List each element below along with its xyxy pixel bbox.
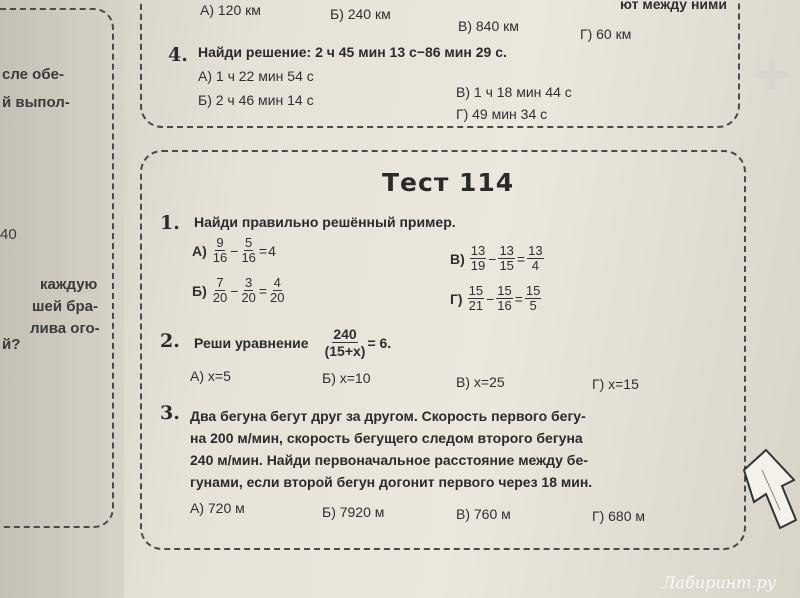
question-number: 4. — [168, 44, 188, 66]
answer-option: Г) 49 мин 34 с — [456, 106, 548, 122]
option-label: Б) — [192, 282, 207, 299]
arrow-icon — [736, 440, 800, 540]
option-label: А) — [192, 242, 207, 259]
example-option-d: Г) $\frac{15}{21}$ − $\frac{15}{16}$ = $\frac{15}{5}$ — [450, 283, 541, 313]
left-text-line: й выпол- — [2, 94, 70, 111]
question-text: Найди решение: 2 ч 45 мин 13 с−86 мин 29 с. — [198, 44, 507, 60]
equation-tail: = 6. — [367, 334, 392, 351]
fraction: $\frac{13}{4}$ — [528, 243, 543, 273]
fraction: $\frac{13}{15}$ — [499, 243, 514, 273]
watermark: Лабиринт.ру — [662, 573, 776, 592]
answer-option: А) 720 м — [190, 500, 245, 516]
example-option-a: А) $\frac{9}{16}$ − $\frac{5}{16}$ = 4 — [192, 235, 276, 265]
answer-option: Б) 7920 м — [322, 504, 385, 520]
example-option-b: Б) $\frac{7}{20}$ − $\frac{3}{20}$ = $\frac{4}{20}$ — [192, 275, 285, 305]
answer-option: А) 1 ч 22 мин 54 с — [198, 68, 314, 84]
question-tail: ют между ними — [620, 0, 727, 12]
fraction: $\frac{15}{5}$ — [525, 283, 541, 313]
fraction: $\frac{15}{21}$ — [468, 283, 484, 313]
fraction: $\frac{5}{16}$ — [241, 235, 256, 265]
fraction: $\frac{13}{19}$ — [470, 243, 486, 273]
answer-option: А) 120 км — [200, 2, 261, 18]
answer-option: Г) x=15 — [592, 376, 639, 392]
test-title: Тест 114 — [382, 168, 515, 197]
fraction: $\frac{240}{(15+x)}$ — [324, 326, 366, 359]
fraction: $\frac{15}{16}$ — [497, 283, 512, 313]
left-text-line: сле обе- — [2, 66, 64, 83]
option-label: В) — [450, 250, 465, 267]
left-text-line: лива ого- — [30, 320, 100, 337]
fraction: $\frac{9}{16}$ — [212, 235, 228, 265]
left-dashed-frame — [0, 8, 114, 528]
question-text-line: Два бегуна бегут друг за другом. Скорость первого бегу- — [190, 408, 586, 424]
question-text-line: гунами, если второй бегун догонит первого через 18 мин. — [190, 474, 593, 490]
answer-option: В) 840 км — [458, 18, 519, 34]
left-text-line: каждую — [40, 276, 98, 293]
example-option-c: В) $\frac{13}{19}$ − $\frac{13}{15}$ = $\frac{13}{4}$ — [450, 243, 543, 273]
left-text-line: шей бра- — [32, 298, 98, 315]
question-text: Реши уравнение — [194, 334, 309, 351]
question-text-line: на 200 м/мин, скорость бегущего следом второго бегуна — [190, 430, 583, 446]
plus-decoration-icon: + — [754, 41, 790, 108]
equation — [194, 326, 391, 359]
question-number: 2. — [160, 330, 180, 352]
fraction: $\frac{4}{20}$ — [270, 275, 285, 305]
answer-option: Б) x=10 — [322, 370, 371, 386]
left-text-line: й? — [2, 336, 21, 353]
answer-option: Б) 2 ч 46 мин 14 с — [198, 92, 314, 108]
fraction: $\frac{7}{20}$ — [212, 275, 228, 305]
left-text-line: 40 — [0, 226, 17, 243]
answer-option: В) x=25 — [456, 374, 505, 390]
answer-option: В) 1 ч 18 мин 44 с — [456, 84, 572, 100]
answer-option: Г) 60 км — [580, 26, 632, 42]
option-label: Г) — [450, 290, 463, 307]
answer-option: А) x=5 — [190, 368, 231, 384]
result-value: 4 — [268, 242, 276, 259]
answer-option: В) 760 м — [456, 506, 511, 522]
fraction: $\frac{3}{20}$ — [241, 275, 256, 305]
answer-option: Б) 240 км — [330, 6, 391, 22]
question-number: 3. — [160, 402, 180, 424]
question-text-line: 240 м/мин. Найди первоначальное расстояние между бе- — [190, 452, 588, 468]
question-number: 1. — [160, 212, 180, 234]
question-text: Найди правильно решённый пример. — [194, 214, 456, 230]
previous-test-frame — [140, 0, 740, 128]
answer-option: Г) 680 м — [592, 508, 646, 524]
